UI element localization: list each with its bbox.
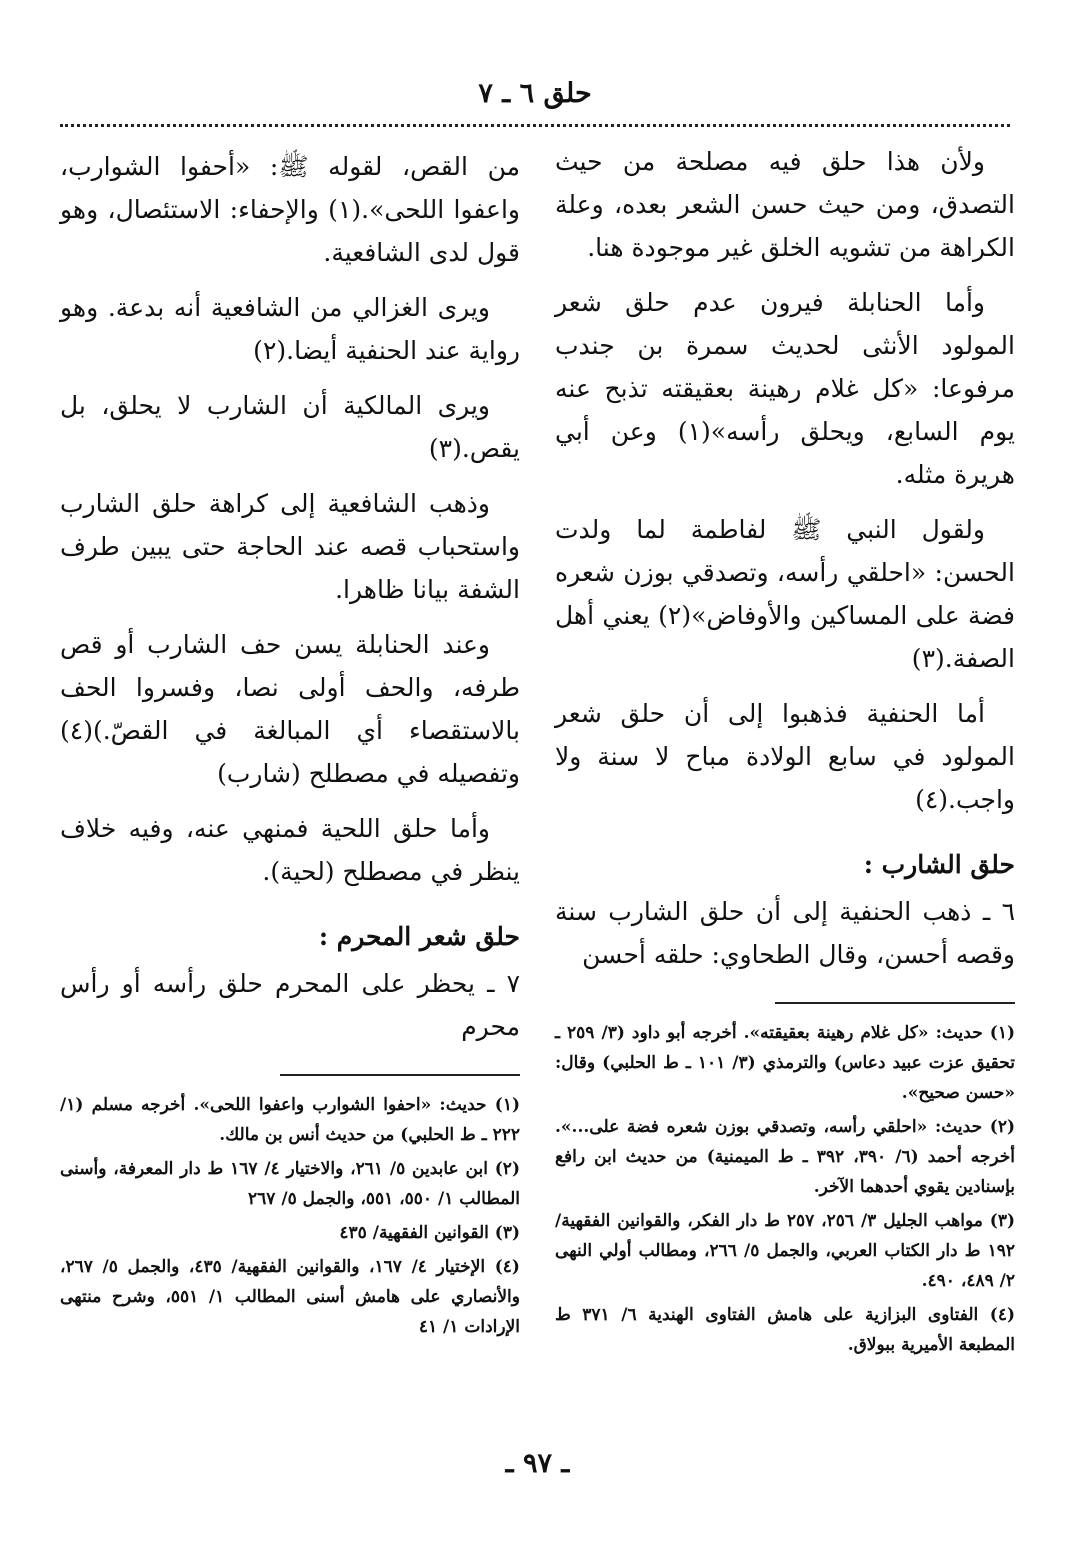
footnote: (٢) ابن عابدين ٥/ ٢٦١، والاختيار ٤/ ١٦٧ ط دار المعرفة، وأسنى المطالب ١/ ٥٥٠، ٥٥١، والجمل ٥/ ٢٦٧ bbox=[60, 1159, 520, 1209]
section-heading: حلق شعر المحرم : bbox=[318, 922, 520, 951]
section-heading: حلق الشارب : bbox=[863, 850, 1015, 879]
body-paragraph: وذهب الشافعية إلى كراهة حلق الشارب واستحباب قصه عند الحاجة حتى يبين طرف الشفة بيانا ظاهرا. bbox=[60, 489, 520, 604]
footnote: (٣) القوانين الفقهية/ ٤٣٥ bbox=[339, 1223, 520, 1243]
header-divider bbox=[60, 124, 1010, 127]
body-paragraph: ويرى الغزالي من الشافعية أنه بدعة. وهو رواية عند الحنفية أيضا.(٢) bbox=[60, 293, 520, 365]
body-paragraph: ولقول النبي ﷺ لفاطمة لما ولدت الحسن: «احلقي رأسه، وتصدقي بوزن شعره فضة على المساكين والأوفاض»(٢) يعني أهل الصفة.(٣) bbox=[555, 515, 1015, 673]
body-paragraph: أما الحنفية فذهبوا إلى أن حلق شعر المولود في سابع الولادة مباح لا سنة ولا واجب.(٤) bbox=[555, 699, 1015, 814]
body-paragraph: وأما حلق اللحية فمنهي عنه، وفيه خلاف ينظر في مصطلح (لحية). bbox=[60, 814, 520, 886]
body-paragraph: وعند الحنابلة يسن حف الشارب أو قص طرفه، والحف أولى نصا، وفسروا الحف بالاستقصاء أي المبالغة في القصّ.)(٤) وتفصيله في مصطلح (شارب) bbox=[60, 630, 520, 788]
right-column bbox=[555, 140, 1015, 1364]
body-paragraph: ٦ ـ ذهب الحنفية إلى أن حلق الشارب سنة وقصه أحسن، وقال الطحاوي: حلقه أحسن bbox=[555, 897, 1015, 969]
body-paragraph: ٧ ـ يحظر على المحرم حلق رأسه أو رأس محرم bbox=[60, 969, 520, 1041]
footnote-list bbox=[60, 1090, 520, 1342]
footnote: (٤) الإختيار ٤/ ١٦٧، والقوانين الفقهية/ ٤٣٥، والجمل ٥/ ٢٦٧، والأنصاري على هامش أسنى المطالب ١/ ٥٥١، وشرح منتهى الإرادات ١/ ٤١ bbox=[60, 1257, 520, 1337]
footnote-list bbox=[555, 1018, 1015, 1360]
body-paragraph: وأما الحنابلة فيرون عدم حلق شعر المولود الأنثى لحديث سمرة بن جندب مرفوعا: «كل غلام رهينة بعقيقته تذبح عنه يوم السابع، ويحلق رأسه»(١) وعن أبي هريرة مثله. bbox=[555, 288, 1015, 489]
footnote-divider bbox=[280, 1074, 520, 1076]
footnote: (٣) مواهب الجليل ٣/ ٢٥٦، ٢٥٧ ط دار الفكر، والقوانين الفقهية/ ١٩٢ ط دار الكتاب العربي، والجمل ٥/ ٢٦٦، ومطالب أولي النهى ٢/ ٤٨٩، ٤٩٠. bbox=[555, 1211, 1015, 1291]
page-number: ـ ٩٧ ـ bbox=[505, 1448, 570, 1479]
footnote-divider bbox=[775, 1002, 1015, 1004]
footnote: (٤) الفتاوى البزازية على هامش الفتاوى الهندية ٦/ ٣٧١ ط المطبعة الأميرية ببولاق. bbox=[555, 1305, 1016, 1355]
body-paragraph: ويرى المالكية أن الشارب لا يحلق، بل يقص.(٣) bbox=[60, 391, 520, 463]
body-paragraph: ولأن هذا حلق فيه مصلحة من حيث التصدق، ومن حيث حسن الشعر بعده، وعلة الكراهة من تشويه الخلق غير موجودة هنا. bbox=[555, 147, 1015, 262]
footnote: (١) حديث: «احفوا الشوارب واعفوا اللحى». أخرجه مسلم (١/ ٢٢٢ ـ ط الحلبي) من حديث أنس بن مالك. bbox=[60, 1095, 520, 1145]
body-paragraph: من القص، لقوله ﷺ: «أحفوا الشوارب، واعفوا اللحى».(١) والإحفاء: الاستئصال، وهو قول لدى الشافعية. bbox=[60, 152, 520, 267]
running-header: حلق ٦ ـ ٧ bbox=[478, 78, 592, 109]
left-column bbox=[60, 145, 520, 1346]
footnote: (١) حديث: «كل غلام رهينة بعقيقته». أخرجه أبو داود (٣/ ٢٥٩ ـ تحقيق عزت عبيد دعاس) والترمذي (٣/ ١٠١ ـ ط الحلبي) وقال: «حسن صحيح». bbox=[555, 1023, 1015, 1103]
footnote: (٢) حديث: «احلقي رأسه، وتصدقي بوزن شعره فضة على...». أخرجه أحمد (٦/ ٣٩٠، ٣٩٢ ـ ط الميمنية) من حديث ابن رافع بإسنادين يقوي أحدهما الآخر. bbox=[555, 1117, 1015, 1197]
